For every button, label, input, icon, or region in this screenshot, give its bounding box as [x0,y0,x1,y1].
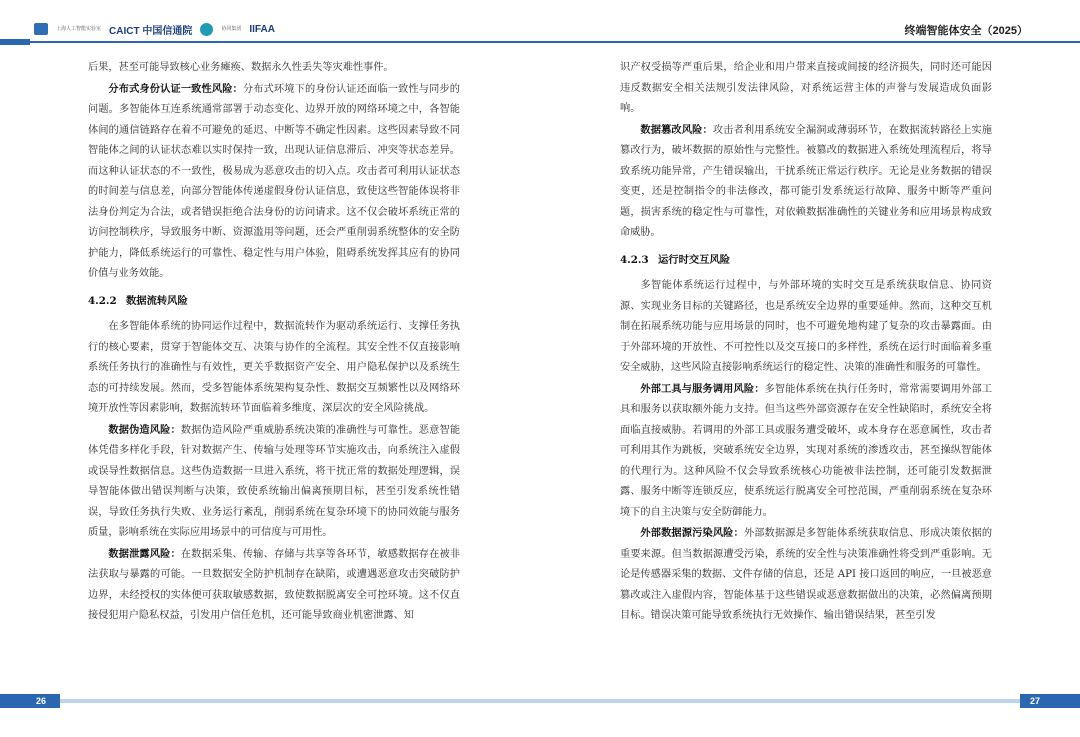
logo-shanghai-ai-lab: 上海人工智能实验室 [56,26,102,32]
paragraph-body: 攻击者利用系统安全漏洞或薄弱环节，在数据流转路径上实施篡改行为，破坏数据的原始性与完整性。被篡改的数据进入系统处理流程后，将导致系统功能异常，产生错误输出，干扰系统正常运行秩序。无论是业务数据的错误变更，还是控制指令的非法修改，都可能引发系统运行故障、服务中断等严重问题，损害系统的稳定性与可靠性，对依赖数据准确性的关键业务和应用场景构成致命威胁。 [620,124,993,238]
logo-iifaa: IIFAA [249,23,275,35]
paragraph-body: 分布式环境下的身份认证还面临一致性与同步的问题。多智能体互连系统通常部署于动态变化、边界开放的网络环境之中，各智能体间的通信链路存在着不可避免的延迟、中断等不确定性因素。这些因素导致不同智能体之间的认证状态难以实时保持一致，出现认证信息滞后、冲突等状态差异。而这种认证状态的不一致性，极易成为恶意攻击的切入点。攻击者可利用认证状态的时间差与信息差，向部分智能体传递虚假身份认证信息，致使这些智能体误将非法身份判定为合法，或者错误拒绝合法身份的访问请求。这不仅会破坏系统正常的访问控制秩序，导致服务中断、资源滥用等问题，还会严重削弱系统整体的安全防护能力，降低系统运行的可靠性、稳定性与用户体验，阻碍系统发挥其应有的协同价值与业务效能。 [88,83,460,279]
paragraph: 在多智能体系统的协同运作过程中，数据流转作为驱动系统运行、支撑任务执行的核心要素，贯穿于智能体交互、决策与协作的全流程。其安全性不仅直接影响系统任务执行的准确性与有效性，更关乎数据资产安全、用户隐私保护以及系统生态的可持续发展。然而，受多智能体系统架构复杂性、数据交互频繁性以及网络环境开放性等因素影响，数据流转环节面临着多维度、深层次的安全风险挑战。 [88,321,460,414]
paragraph-heading: 数据泄露风险： [108,547,181,560]
paragraph-heading: 数据伪造风险： [108,423,181,436]
paragraph [88,544,460,627]
paragraph-body: 多智能体系统在执行任务时，常常需要调用外部工具和服务以获取额外能力支持。但当这些外部资源存在安全性缺陷时，系统安全将面临直接威胁。若调用的外部工具或服务遭受破坏，或本身存在恶意属性，攻击者可利用其作为跳板，突破系统安全边界，实现对系统的渗透攻击，甚至操纵智能体的代理行为。这种风险不仅会导致系统核心功能被非法控制，还可能引发数据泄露、服务中断等连锁反应，使系统运行脱离安全可控范围，严重削弱系统在复杂环境下的自主决策与安全防御能力。 [620,383,993,518]
paragraph-heading: 外部工具与服务调用风险： [640,382,765,395]
section-title: 运行时交互风险 [658,253,731,266]
paragraph-heading: 数据篡改风险： [640,123,713,136]
partner-logos [34,18,275,40]
document-title: 终端智能体安全（2025） [904,25,1028,37]
paragraph [620,523,992,627]
section-title: 数据流转风险 [126,294,188,307]
left-page-column [88,58,460,627]
footer-strip-left [60,699,540,703]
page-number-right: 27 [1030,696,1041,706]
section-heading [620,250,992,271]
paragraph-heading: 分布式身份认证一致性风险： [108,82,243,95]
header-rule [0,41,1080,43]
right-page-column [620,58,992,627]
paragraph-heading: 外部数据源污染风险： [640,527,744,539]
page-number-left: 26 [36,696,47,706]
logo-group: 协同集团 [221,26,242,32]
paragraph [88,420,460,544]
paragraph: 多智能体系统运行过程中，与外部环境的实时交互是系统获取信息、协同资源、实现业务目标的关键路径，也是系统安全边界的重要延伸。然而，这种交互机制在拓展系统功能与应用场景的同时，也不可避免地构建了复杂的攻击暴露面。由于外部环境的开放性、不可控性以及交互接口的多样性，系统在运行时面临着多重安全威胁，这些风险直接影响系统运行的稳定性、决策的准确性和服务的可靠性。 [620,280,992,373]
section-number: 4.2.2 [88,294,117,307]
logo-caict: CAICT 中国信通院 [109,25,193,37]
paragraph-body: 在数据采集、传输、存储与共享等各环节，敏感数据存在被非法获取与暴露的可能。一旦数据安全防护机制存在缺陷，或遭遇恶意攻击突破防护边界，未经授权的实体便可获取敏感数据，致使数据脱离安全可控环境。这不仅直接侵犯用户隐私权益，引发用户信任危机，还可能导致商业机密泄露、知 [88,548,461,621]
footer-strip-right [540,699,1020,703]
group-logo-icon [200,23,213,36]
footer-bar-right [1020,694,1080,708]
page-header [0,0,1080,44]
shanghai-ai-lab-logo-icon [34,23,48,35]
paragraph [620,379,992,524]
paragraph-body: 数据伪造风险严重威胁系统决策的准确性与可靠性。恶意智能体凭借多样化手段，针对数据产生、传输与处理等环节实施攻击，向系统注入虚假或误导性数据信息。这些伪造数据一旦进入系统，将干扰正常的数据处理逻辑，误导智能体做出错误判断与决策，致使系统输出偏离预期目标，甚至引发系统性错误，导致任务执行失败、业务运行紊乱，削弱系统在复杂环境下的协同效能与服务质量，影响系统在实际应用场景中的可信度与可用性。 [88,424,461,538]
paragraph: 识产权受损等严重后果，给企业和用户带来直接或间接的经济损失，同时还可能因违反数据安全相关法规引发法律风险，对系统运营主体的声誉与发展造成负面影响。 [620,62,992,114]
paragraph [620,120,992,244]
footer-bar-left [0,694,60,708]
paragraph-body: 外部数据源是多智能体系统获取信息、形成决策依据的重要来源。但当数据源遭受污染，系统的安全性与决策准确性将受到严重影响。无论是传感器采集的数据、文件存储的信息，还是 API 接口返回的响应，一旦被恶意篡改或注入虚假内容，智能体基于这些错误或恶意数据做出的决策，必然偏离预期目标。错误决策可能导致系统执行无效操作、输出错误结果，甚至引发 [620,528,993,621]
section-heading [88,291,460,312]
section-number: 4.2.3 [620,253,649,266]
paragraph: 后果，甚至可能导致核心业务瘫痪、数据永久性丢失等灾难性事件。 [88,62,394,73]
paragraph [88,79,460,285]
